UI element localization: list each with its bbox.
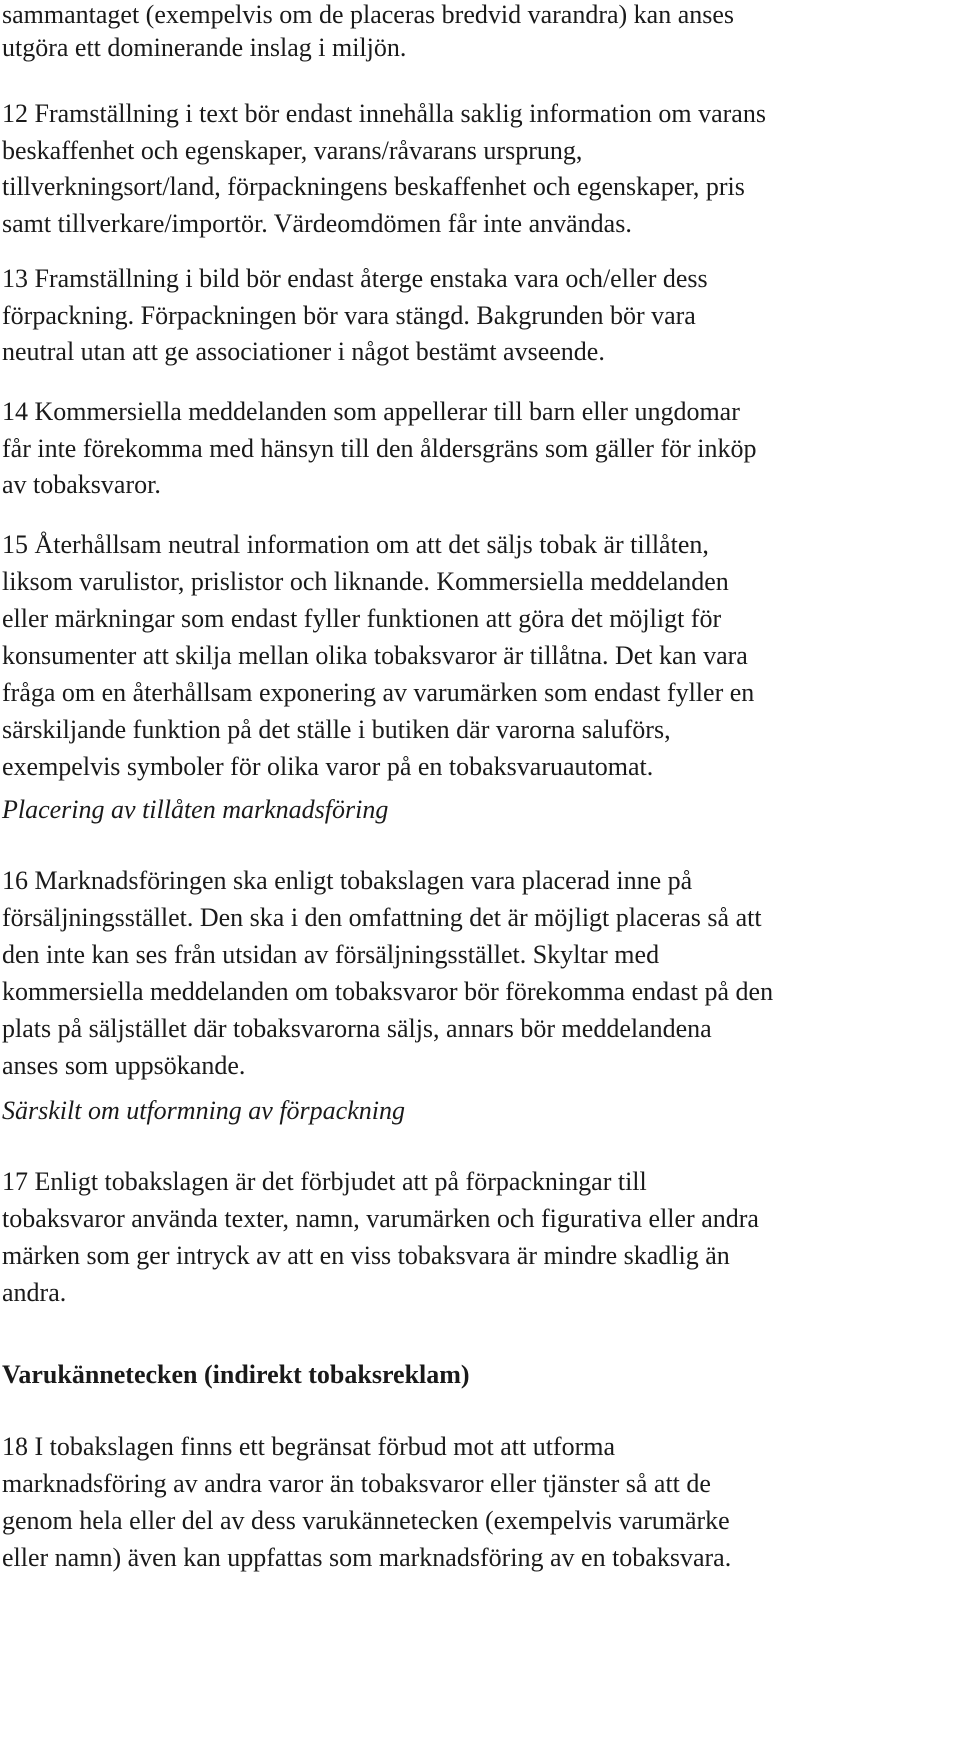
paragraph-line: konsumenter att skilja mellan olika tobaksvaror är tillåtna. Det kan vara [2,641,748,670]
paragraph-line: tobaksvaror använda texter, namn, varumärken och figurativa eller andra [2,1204,759,1233]
paragraph-line: av tobaksvaror. [2,470,161,499]
paragraph-line: 15 Återhållsam neutral information om att det säljs tobak är tillåten, [2,530,709,559]
paragraph-line: andra. [2,1278,67,1307]
paragraph-number: 15 [2,530,28,559]
paragraph-number: 16 [2,866,28,895]
paragraph-line: försäljningsstället. Den ska i den omfattning det är möjligt placeras så att [2,903,762,932]
paragraph-line: plats på säljstället där tobaksvarorna säljs, annars bör meddelandena [2,1014,712,1043]
paragraph-line: 18 I tobakslagen finns ett begränsat förbud mot att utforma [2,1432,616,1461]
paragraph-line: neutral utan att ge associationer i något bestämt avseende. [2,337,605,366]
paragraph-line: märken som ger intryck av att en viss tobaksvara är mindre skadlig än [2,1241,730,1270]
paragraph-line: 17 Enligt tobakslagen är det förbjudet att på förpackningar till [2,1167,647,1196]
paragraph-line: förpackning. Förpackningen bör vara stängd. Bakgrunden bör vara [2,300,696,330]
paragraph-number: 18 [2,1432,28,1461]
paragraph-line: beskaffenhet och egenskaper, varans/råvarans ursprung, [2,135,583,165]
paragraph-line: anses som uppsökande. [2,1051,246,1080]
paragraph-line: fråga om en återhållsam exponering av varumärken som endast fyller en [2,678,755,707]
paragraph-18 [2,1428,954,1576]
paragraph-line: eller märkningar som endast fyller funktionen att göra det möjligt för [2,604,722,633]
paragraph-14 [2,394,954,504]
paragraph-line: eller namn) även kan uppfattas som marknadsföring av en tobaksvara. [2,1543,732,1572]
intro-line: sammantaget (exempelvis om de placeras bredvid varandra) kan anses [2,0,735,29]
paragraph-line: 16 Marknadsföringen ska enligt tobakslagen vara placerad inne på [2,866,693,895]
paragraph-line: exempelvis symboler för olika varor på en tobaksvaruautomat. [2,752,654,781]
paragraph-line: marknadsföring av andra varor än tobaksvaror eller tjänster så att de [2,1469,711,1498]
intro-paragraph [2,0,954,64]
paragraph-number: 17 [2,1167,28,1196]
paragraph-line: särskiljande funktion på det ställe i butiken där varorna saluförs, [2,715,671,744]
section-heading-varukannetecken: Varukännetecken (indirekt tobaksreklam) [2,1360,470,1389]
paragraph-16 [2,862,954,1084]
paragraph-12 [2,96,954,242]
subheading-forpackning: Särskilt om utformning av förpackning [2,1096,405,1125]
subheading-placering: Placering av tillåten marknadsföring [2,795,389,824]
paragraph-line: 12 Framställning i text bör endast innehålla saklig information om varans [2,99,766,128]
paragraph-line: samt tillverkare/importör. Värdeomdömen får inte användas. [2,208,632,238]
paragraph-line: liksom varulistor, prislistor och liknande. Kommersiella meddelanden [2,567,729,596]
paragraph-line: genom hela eller del av dess varukännetecken (exempelvis varumärke [2,1506,730,1535]
paragraph-line: 13 Framställning i bild bör endast återge enstaka vara och/eller dess [2,264,708,293]
paragraph-line: 14 Kommersiella meddelanden som appellerar till barn eller ungdomar [2,397,740,426]
paragraph-line: får inte förekomma med hänsyn till den åldersgräns som gäller för inköp [2,433,757,463]
paragraph-13 [2,261,954,371]
paragraph-line: kommersiella meddelanden om tobaksvaror bör förekomma endast på den [2,977,774,1006]
paragraph-number: 12 [2,99,28,128]
paragraph-line: den inte kan ses från utsidan av försäljningsstället. Skyltar med [2,940,660,969]
intro-line: utgöra ett dominerande inslag i miljön. [2,33,407,62]
paragraph-15 [2,526,954,785]
paragraph-number: 13 [2,264,28,293]
paragraph-number: 14 [2,397,28,426]
paragraph-line: tillverkningsort/land, förpackningens beskaffenhet och egenskaper, pris [2,172,745,201]
paragraph-17 [2,1163,954,1311]
